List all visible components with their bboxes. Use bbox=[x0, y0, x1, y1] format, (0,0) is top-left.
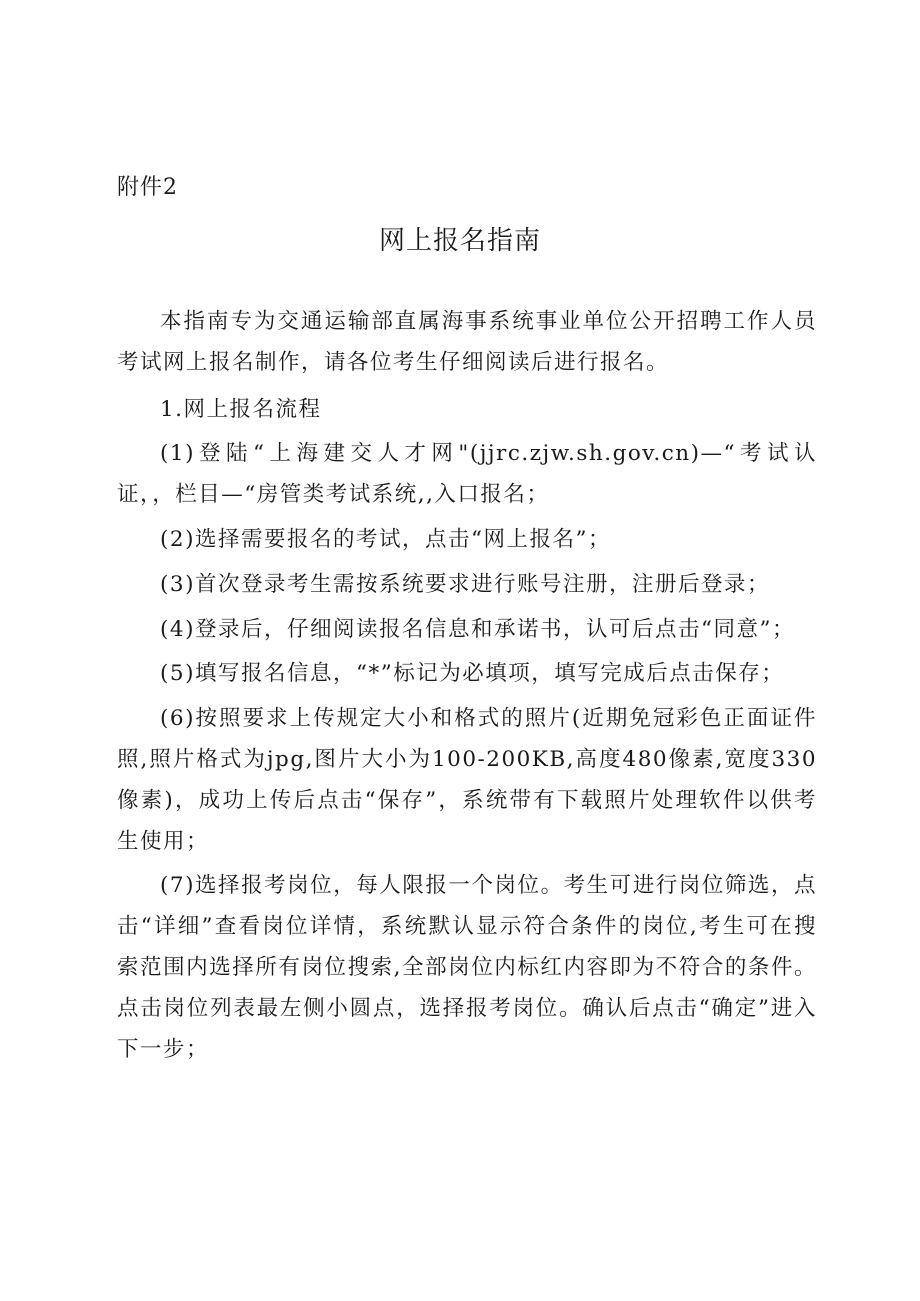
step-5: (5)填写报名信息，“*”标记为必填项，填写完成后点击保存； bbox=[160, 661, 785, 687]
document-body bbox=[117, 302, 817, 1074]
step-1: (1)登陆“上海建交人才网"(jjrc.zjw.sh.gov.cn)—“考试认证，，栏目—“房管类考试系统,,入口报名； bbox=[117, 441, 817, 508]
step-4: (4)登录后，仔细阅读报名信息和承诺书，认可后点击“同意”； bbox=[160, 616, 795, 642]
document-title: 网上报名指南 bbox=[378, 226, 541, 256]
step-6: (6)按照要求上传规定大小和格式的照片(近期免冠彩色正面证件照,照片格式为jpg,图片大小为100-200KB,高度480像素,宽度330像素)，成功上传后点击“保存”，系统带有下载照片处理软件以供考生使用； bbox=[117, 706, 817, 854]
step-3: (3)首次登录考生需按系统要求进行账号注册，注册后登录； bbox=[160, 571, 770, 597]
step-2: (2)选择需要报名的考试，点击“网上报名”； bbox=[160, 526, 611, 552]
section-heading: 1.网上报名流程 bbox=[160, 396, 322, 422]
step-7: (7)选择报考岗位，每人限报一个岗位。考生可进行岗位筛选，点击“详细”查看岗位详情，系统默认显示符合条件的岗位,考生可在搜索范围内选择所有岗位搜索,全部岗位内标红内容即为不符合的条件。点击岗位列表最左侧小圆点，选择报考岗位。确认后点击“确定”进入下一步； bbox=[117, 873, 817, 1062]
intro-paragraph: 本指南专为交通运输部直属海事系统事业单位公开招聘工作人员考试网上报名制作，请各位考生仔细阅读后进行报名。 bbox=[117, 309, 817, 375]
attachment-label: 附件2 bbox=[117, 175, 178, 200]
